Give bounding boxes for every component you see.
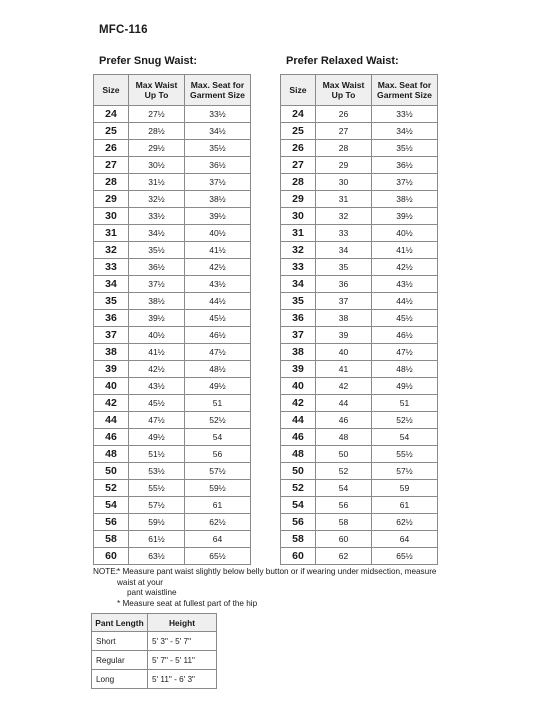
table-row bbox=[92, 632, 217, 651]
max-seat-cell: 54 bbox=[372, 429, 438, 446]
table-row bbox=[94, 225, 251, 242]
max-seat-cell: 62½ bbox=[185, 514, 251, 531]
document-code: MFC-116 bbox=[99, 24, 148, 36]
size-cell: 44 bbox=[281, 412, 316, 429]
column-header: Max Waist Up To bbox=[316, 75, 372, 106]
note-waist-continued: pant waistline bbox=[127, 588, 177, 597]
max-waist-cell: 35½ bbox=[129, 242, 185, 259]
snug-waist-title: Prefer Snug Waist: bbox=[99, 55, 197, 67]
size-cell: 54 bbox=[281, 497, 316, 514]
max-waist-cell: 36½ bbox=[129, 259, 185, 276]
height-cell: 5' 7" - 5' 11" bbox=[148, 651, 217, 670]
table-row bbox=[94, 123, 251, 140]
column-header: Pant Length bbox=[92, 614, 148, 632]
size-cell: 40 bbox=[281, 378, 316, 395]
max-seat-cell: 43½ bbox=[185, 276, 251, 293]
table-row bbox=[281, 242, 438, 259]
size-cell: 40 bbox=[94, 378, 129, 395]
max-waist-cell: 30½ bbox=[129, 157, 185, 174]
table-row bbox=[281, 531, 438, 548]
size-cell: 56 bbox=[94, 514, 129, 531]
size-cell: 56 bbox=[281, 514, 316, 531]
pant-length-table bbox=[91, 613, 217, 689]
max-seat-cell: 40½ bbox=[185, 225, 251, 242]
max-seat-cell: 40½ bbox=[372, 225, 438, 242]
pant-length-cell: Regular bbox=[92, 651, 148, 670]
size-cell: 50 bbox=[281, 463, 316, 480]
table-row bbox=[94, 157, 251, 174]
table-row bbox=[94, 344, 251, 361]
notes-label: NOTE: bbox=[93, 567, 119, 576]
max-waist-cell: 47½ bbox=[129, 412, 185, 429]
table-row bbox=[94, 106, 251, 123]
size-cell: 38 bbox=[94, 344, 129, 361]
column-header: Height bbox=[148, 614, 217, 632]
table-row bbox=[94, 140, 251, 157]
max-seat-cell: 38½ bbox=[372, 191, 438, 208]
max-seat-cell: 41½ bbox=[372, 242, 438, 259]
max-waist-cell: 33 bbox=[316, 225, 372, 242]
max-waist-cell: 58 bbox=[316, 514, 372, 531]
max-seat-cell: 65½ bbox=[185, 548, 251, 565]
table-row bbox=[94, 174, 251, 191]
max-seat-cell: 37½ bbox=[185, 174, 251, 191]
max-waist-cell: 37½ bbox=[129, 276, 185, 293]
max-seat-cell: 47½ bbox=[185, 344, 251, 361]
max-seat-cell: 44½ bbox=[372, 293, 438, 310]
max-seat-cell: 41½ bbox=[185, 242, 251, 259]
table-row bbox=[281, 395, 438, 412]
max-seat-cell: 47½ bbox=[372, 344, 438, 361]
table-row bbox=[94, 497, 251, 514]
size-cell: 46 bbox=[94, 429, 129, 446]
max-seat-cell: 45½ bbox=[185, 310, 251, 327]
max-waist-cell: 40 bbox=[316, 344, 372, 361]
size-cell: 28 bbox=[94, 174, 129, 191]
max-seat-cell: 45½ bbox=[372, 310, 438, 327]
size-cell: 38 bbox=[281, 344, 316, 361]
size-cell: 27 bbox=[94, 157, 129, 174]
note-waist: * Measure pant waist slightly below belly button or if wearing under midsection, measure waist at your bbox=[117, 567, 437, 587]
max-seat-cell: 64 bbox=[372, 531, 438, 548]
max-seat-cell: 55½ bbox=[372, 446, 438, 463]
table-row bbox=[281, 140, 438, 157]
table-row bbox=[92, 651, 217, 670]
table-row bbox=[281, 123, 438, 140]
max-seat-cell: 59½ bbox=[185, 480, 251, 497]
max-waist-cell: 28 bbox=[316, 140, 372, 157]
max-waist-cell: 61½ bbox=[129, 531, 185, 548]
table-row bbox=[281, 344, 438, 361]
table-row bbox=[94, 480, 251, 497]
table-header-row bbox=[94, 75, 251, 106]
max-waist-cell: 44 bbox=[316, 395, 372, 412]
max-waist-cell: 40½ bbox=[129, 327, 185, 344]
table-row bbox=[281, 429, 438, 446]
table-row bbox=[281, 548, 438, 565]
size-cell: 31 bbox=[281, 225, 316, 242]
size-cell: 37 bbox=[94, 327, 129, 344]
table-row bbox=[281, 293, 438, 310]
size-cell: 48 bbox=[281, 446, 316, 463]
column-header: Max. Seat for Garment Size bbox=[185, 75, 251, 106]
table-row bbox=[281, 259, 438, 276]
table-row bbox=[281, 208, 438, 225]
size-cell: 32 bbox=[94, 242, 129, 259]
max-waist-cell: 29 bbox=[316, 157, 372, 174]
size-cell: 58 bbox=[281, 531, 316, 548]
max-seat-cell: 34½ bbox=[372, 123, 438, 140]
max-waist-cell: 48 bbox=[316, 429, 372, 446]
table-row bbox=[94, 276, 251, 293]
table-row bbox=[281, 378, 438, 395]
max-waist-cell: 29½ bbox=[129, 140, 185, 157]
table-row bbox=[281, 191, 438, 208]
table-row bbox=[281, 361, 438, 378]
max-waist-cell: 26 bbox=[316, 106, 372, 123]
size-cell: 58 bbox=[94, 531, 129, 548]
max-seat-cell: 36½ bbox=[185, 157, 251, 174]
relaxed-waist-title: Prefer Relaxed Waist: bbox=[286, 55, 399, 67]
max-waist-cell: 39 bbox=[316, 327, 372, 344]
max-seat-cell: 46½ bbox=[185, 327, 251, 344]
table-row bbox=[94, 208, 251, 225]
notes-section bbox=[93, 567, 443, 609]
size-cell: 28 bbox=[281, 174, 316, 191]
table-row bbox=[281, 412, 438, 429]
max-waist-cell: 42 bbox=[316, 378, 372, 395]
max-waist-cell: 37 bbox=[316, 293, 372, 310]
max-seat-cell: 42½ bbox=[372, 259, 438, 276]
height-cell: 5' 3" - 5' 7" bbox=[148, 632, 217, 651]
table-row bbox=[281, 514, 438, 531]
max-seat-cell: 51 bbox=[372, 395, 438, 412]
max-waist-cell: 32 bbox=[316, 208, 372, 225]
max-waist-cell: 38 bbox=[316, 310, 372, 327]
table-header-row bbox=[92, 614, 217, 632]
max-seat-cell: 57½ bbox=[185, 463, 251, 480]
table-row bbox=[281, 310, 438, 327]
max-waist-cell: 51½ bbox=[129, 446, 185, 463]
size-cell: 30 bbox=[281, 208, 316, 225]
table-row bbox=[94, 242, 251, 259]
table-row bbox=[281, 174, 438, 191]
size-cell: 42 bbox=[281, 395, 316, 412]
size-cell: 35 bbox=[281, 293, 316, 310]
size-cell: 46 bbox=[281, 429, 316, 446]
max-seat-cell: 34½ bbox=[185, 123, 251, 140]
table-row bbox=[94, 429, 251, 446]
size-cell: 30 bbox=[94, 208, 129, 225]
max-waist-cell: 43½ bbox=[129, 378, 185, 395]
max-seat-cell: 64 bbox=[185, 531, 251, 548]
size-cell: 39 bbox=[281, 361, 316, 378]
max-seat-cell: 39½ bbox=[372, 208, 438, 225]
max-seat-cell: 62½ bbox=[372, 514, 438, 531]
size-cell: 33 bbox=[281, 259, 316, 276]
max-waist-cell: 39½ bbox=[129, 310, 185, 327]
size-cell: 31 bbox=[94, 225, 129, 242]
column-header: Size bbox=[94, 75, 129, 106]
max-seat-cell: 43½ bbox=[372, 276, 438, 293]
table-row bbox=[94, 446, 251, 463]
max-seat-cell: 49½ bbox=[372, 378, 438, 395]
size-cell: 50 bbox=[94, 463, 129, 480]
size-cell: 52 bbox=[94, 480, 129, 497]
max-waist-cell: 46 bbox=[316, 412, 372, 429]
height-cell: 5' 11" - 6' 3" bbox=[148, 670, 217, 689]
relaxed-size-table bbox=[280, 74, 438, 565]
pant-length-cell: Long bbox=[92, 670, 148, 689]
snug-size-table bbox=[93, 74, 251, 565]
max-waist-cell: 53½ bbox=[129, 463, 185, 480]
max-waist-cell: 57½ bbox=[129, 497, 185, 514]
max-waist-cell: 31 bbox=[316, 191, 372, 208]
size-cell: 39 bbox=[94, 361, 129, 378]
max-waist-cell: 62 bbox=[316, 548, 372, 565]
max-seat-cell: 37½ bbox=[372, 174, 438, 191]
max-waist-cell: 52 bbox=[316, 463, 372, 480]
max-waist-cell: 28½ bbox=[129, 123, 185, 140]
max-seat-cell: 39½ bbox=[185, 208, 251, 225]
max-waist-cell: 60 bbox=[316, 531, 372, 548]
max-seat-cell: 38½ bbox=[185, 191, 251, 208]
table-row bbox=[94, 327, 251, 344]
size-cell: 29 bbox=[281, 191, 316, 208]
size-cell: 48 bbox=[94, 446, 129, 463]
table-row bbox=[281, 463, 438, 480]
size-cell: 29 bbox=[94, 191, 129, 208]
size-cell: 24 bbox=[94, 106, 129, 123]
max-waist-cell: 54 bbox=[316, 480, 372, 497]
table-row bbox=[94, 531, 251, 548]
size-cell: 36 bbox=[281, 310, 316, 327]
max-waist-cell: 33½ bbox=[129, 208, 185, 225]
max-waist-cell: 35 bbox=[316, 259, 372, 276]
size-cell: 60 bbox=[94, 548, 129, 565]
table-row bbox=[281, 225, 438, 242]
max-waist-cell: 56 bbox=[316, 497, 372, 514]
table-row bbox=[94, 191, 251, 208]
max-waist-cell: 27 bbox=[316, 123, 372, 140]
size-cell: 26 bbox=[281, 140, 316, 157]
table-row bbox=[94, 378, 251, 395]
table-row bbox=[281, 106, 438, 123]
table-row bbox=[94, 259, 251, 276]
max-waist-cell: 34½ bbox=[129, 225, 185, 242]
note-seat: * Measure seat at fullest part of the hip bbox=[117, 598, 258, 608]
max-waist-cell: 41½ bbox=[129, 344, 185, 361]
table-row bbox=[94, 548, 251, 565]
table-row bbox=[281, 446, 438, 463]
max-seat-cell: 54 bbox=[185, 429, 251, 446]
max-seat-cell: 42½ bbox=[185, 259, 251, 276]
max-seat-cell: 52½ bbox=[372, 412, 438, 429]
column-header: Size bbox=[281, 75, 316, 106]
max-seat-cell: 48½ bbox=[372, 361, 438, 378]
size-cell: 25 bbox=[281, 123, 316, 140]
max-seat-cell: 35½ bbox=[372, 140, 438, 157]
table-row bbox=[281, 276, 438, 293]
max-seat-cell: 35½ bbox=[185, 140, 251, 157]
pant-length-cell: Short bbox=[92, 632, 148, 651]
max-seat-cell: 56 bbox=[185, 446, 251, 463]
size-cell: 26 bbox=[94, 140, 129, 157]
table-row bbox=[94, 514, 251, 531]
table-row bbox=[94, 361, 251, 378]
max-waist-cell: 55½ bbox=[129, 480, 185, 497]
max-waist-cell: 42½ bbox=[129, 361, 185, 378]
max-seat-cell: 48½ bbox=[185, 361, 251, 378]
size-cell: 37 bbox=[281, 327, 316, 344]
size-cell: 42 bbox=[94, 395, 129, 412]
max-waist-cell: 34 bbox=[316, 242, 372, 259]
max-seat-cell: 36½ bbox=[372, 157, 438, 174]
table-row bbox=[92, 670, 217, 689]
column-header: Max Waist Up To bbox=[129, 75, 185, 106]
max-waist-cell: 32½ bbox=[129, 191, 185, 208]
table-row bbox=[281, 157, 438, 174]
size-cell: 34 bbox=[94, 276, 129, 293]
size-cell: 33 bbox=[94, 259, 129, 276]
max-seat-cell: 33½ bbox=[185, 106, 251, 123]
max-seat-cell: 65½ bbox=[372, 548, 438, 565]
table-row bbox=[94, 395, 251, 412]
max-waist-cell: 63½ bbox=[129, 548, 185, 565]
table-header-row bbox=[281, 75, 438, 106]
size-cell: 60 bbox=[281, 548, 316, 565]
size-cell: 44 bbox=[94, 412, 129, 429]
table-row bbox=[94, 412, 251, 429]
size-cell: 52 bbox=[281, 480, 316, 497]
max-waist-cell: 59½ bbox=[129, 514, 185, 531]
max-seat-cell: 46½ bbox=[372, 327, 438, 344]
max-seat-cell: 49½ bbox=[185, 378, 251, 395]
max-seat-cell: 52½ bbox=[185, 412, 251, 429]
max-waist-cell: 49½ bbox=[129, 429, 185, 446]
size-cell: 35 bbox=[94, 293, 129, 310]
table-row bbox=[281, 497, 438, 514]
size-cell: 32 bbox=[281, 242, 316, 259]
table-row bbox=[281, 327, 438, 344]
table-row bbox=[94, 310, 251, 327]
size-cell: 25 bbox=[94, 123, 129, 140]
table-row bbox=[281, 480, 438, 497]
size-cell: 34 bbox=[281, 276, 316, 293]
max-seat-cell: 59 bbox=[372, 480, 438, 497]
max-waist-cell: 50 bbox=[316, 446, 372, 463]
table-row bbox=[94, 293, 251, 310]
size-cell: 36 bbox=[94, 310, 129, 327]
max-seat-cell: 61 bbox=[185, 497, 251, 514]
size-cell: 54 bbox=[94, 497, 129, 514]
max-waist-cell: 45½ bbox=[129, 395, 185, 412]
max-waist-cell: 27½ bbox=[129, 106, 185, 123]
max-seat-cell: 57½ bbox=[372, 463, 438, 480]
table-row bbox=[94, 463, 251, 480]
max-waist-cell: 41 bbox=[316, 361, 372, 378]
max-seat-cell: 61 bbox=[372, 497, 438, 514]
max-seat-cell: 51 bbox=[185, 395, 251, 412]
max-waist-cell: 38½ bbox=[129, 293, 185, 310]
max-seat-cell: 44½ bbox=[185, 293, 251, 310]
column-header: Max. Seat for Garment Size bbox=[372, 75, 438, 106]
size-cell: 27 bbox=[281, 157, 316, 174]
max-waist-cell: 31½ bbox=[129, 174, 185, 191]
max-seat-cell: 33½ bbox=[372, 106, 438, 123]
size-cell: 24 bbox=[281, 106, 316, 123]
max-waist-cell: 30 bbox=[316, 174, 372, 191]
max-waist-cell: 36 bbox=[316, 276, 372, 293]
